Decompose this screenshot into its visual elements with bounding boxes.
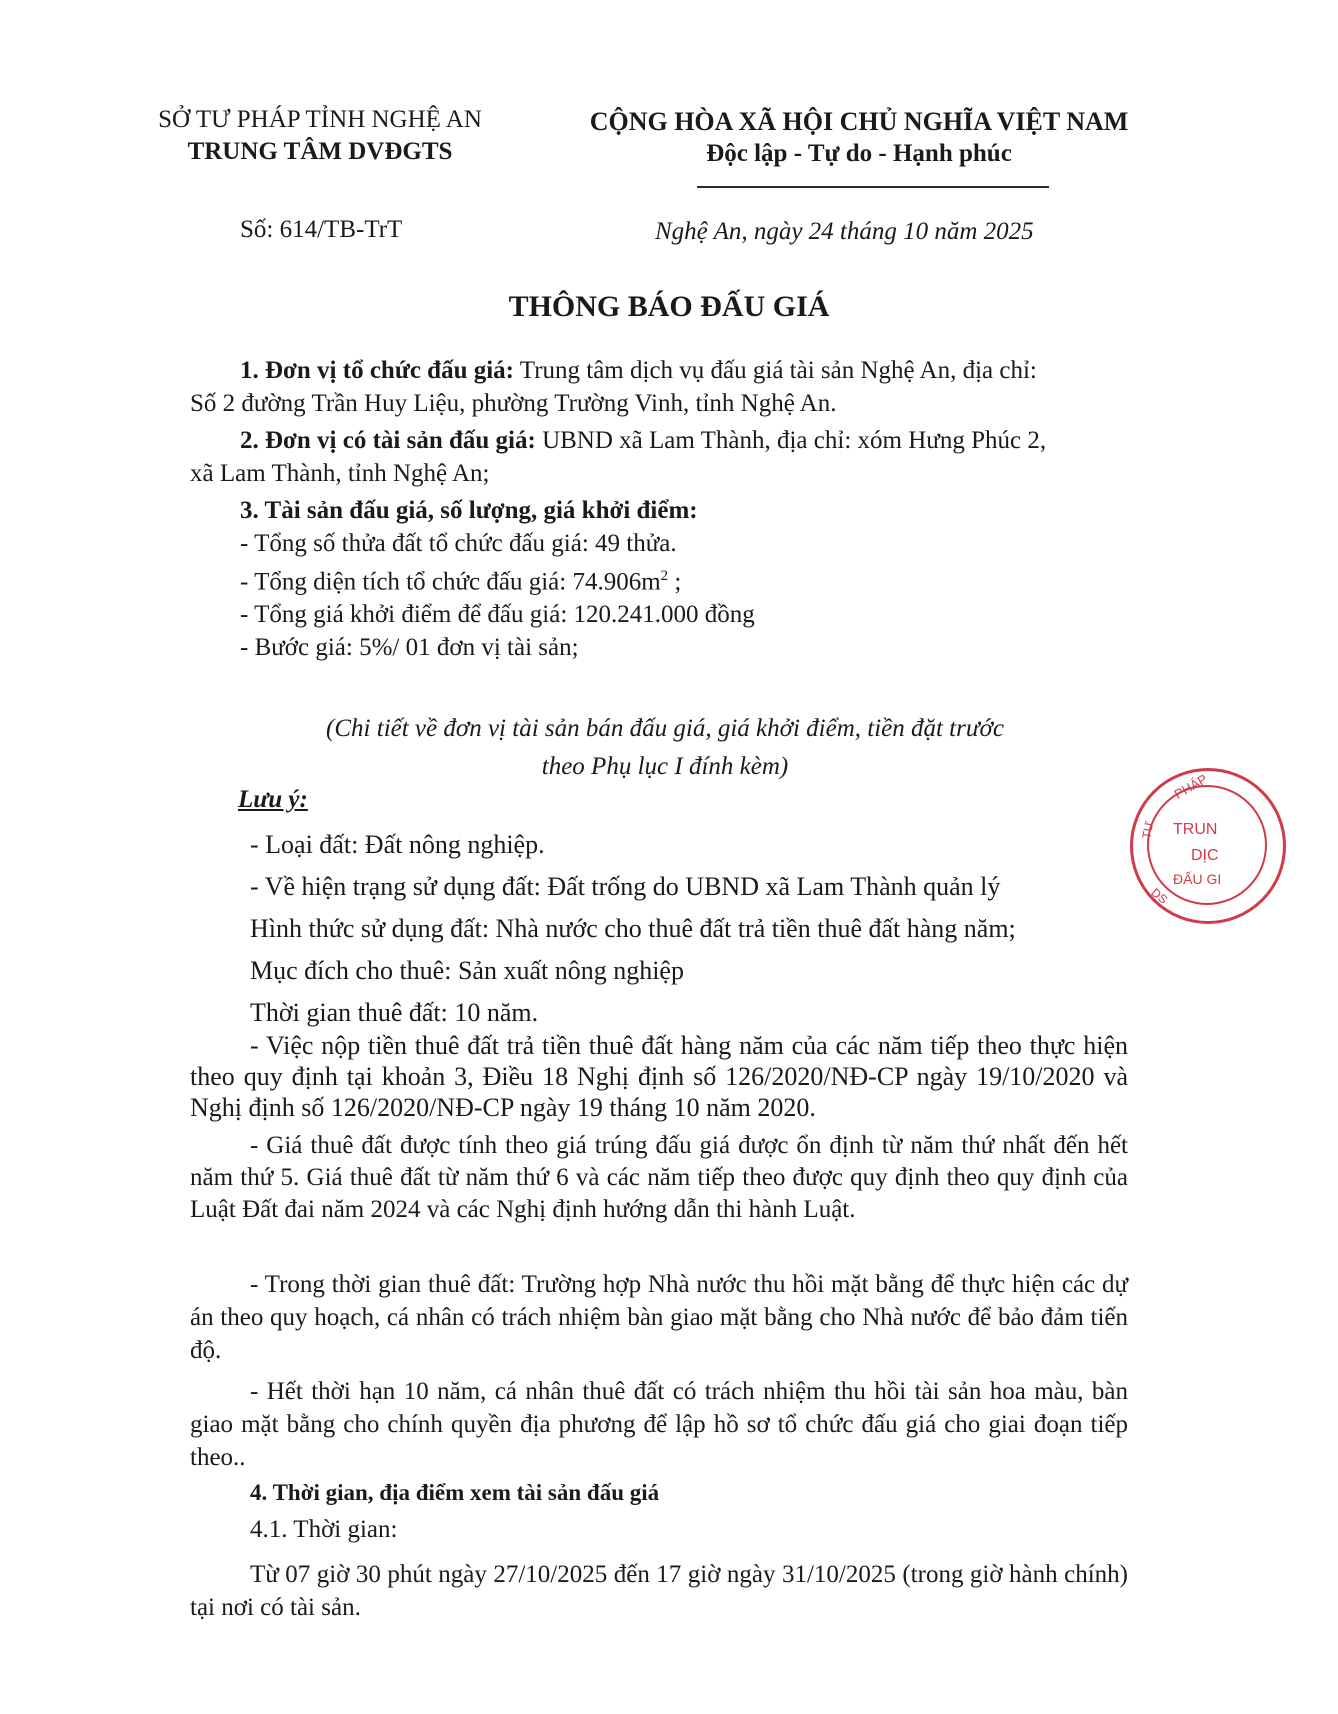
- agency-unit: TRUNG TÂM DVĐGTS: [187, 138, 453, 165]
- agency-name: [110, 104, 530, 168]
- stamp-text: TRUN: [1173, 821, 1218, 838]
- list-item: - Về hiện trạng sử dụng đất: Đất trống do UBND xã Lam Thành quản lý: [250, 872, 1001, 901]
- note-heading: Lưu ý:: [238, 786, 308, 813]
- section-2: 2. Đơn vị có tài sản đấu giá: UBND xã Lam Thành, địa chỉ: xóm Hưng Phúc 2, xã Lam Thành, tỉnh Nghệ An;: [190, 427, 1047, 487]
- note-paragraph-3: - Trong thời gian thuê đất: Trường hợp Nhà nước thu hồi mặt bằng để thực hiện các dự án theo quy hoạch, cá nhân có trách nhiệm bàn giao mặt bằng cho Nhà nước để bảo đảm tiến độ.: [190, 1271, 1128, 1364]
- section-2-label: 2. Đơn vị có tài sản đấu giá:: [240, 427, 536, 454]
- list-item: - Loại đất: Đất nông nghiệp.: [250, 830, 545, 859]
- note-list: [250, 824, 1150, 1034]
- stamp-text: DỊC: [1191, 847, 1219, 864]
- stamp-text: DS: [1148, 885, 1171, 907]
- section-1-label: 1. Đơn vị tổ chức đấu giá:: [240, 357, 514, 384]
- list-item: - Tổng số thửa đất tổ chức đấu giá: 49 thửa.: [240, 530, 677, 557]
- list-item: - Tổng giá khởi điểm để đấu giá: 120.241.000 đồng: [240, 601, 755, 629]
- note-paragraph-1: - Việc nộp tiền thuê đất trả tiền thuê đất hàng năm của các năm tiếp theo thực hiện theo quy định tại khoản 3, Điều 18 Nghị định số 126/2020/NĐ-CP ngày 19/10/2020 và Nghị định số 126/2020/NĐ-CP ngày 19 tháng 10 năm 2020.: [190, 1031, 1128, 1122]
- national-motto: [548, 106, 1170, 170]
- note-paragraph-2: - Giá thuê đất được tính theo giá trúng đấu giá được ổn định từ năm thứ nhất đến hết năm thứ 5. Giá thuê đất từ năm thứ 6 và các năm tiếp theo được quy định theo quy định của Luật Đất đai năm 2024 và các Nghị định hướng dẫn thi hành Luật.: [190, 1132, 1128, 1223]
- list-item: - Bước giá: 5%/ 01 đơn vị tài sản;: [240, 634, 579, 662]
- section-4-1-text: Từ 07 giờ 30 phút ngày 27/10/2025 đến 17 giờ ngày 31/10/2025 (trong giờ hành chính) tại nơi có tài sản.: [190, 1561, 1128, 1621]
- section-3-label: 3. Tài sản đấu giá, số lượng, giá khởi điểm:: [240, 497, 698, 524]
- section-4-1-heading: 4.1. Thời gian:: [250, 1516, 398, 1543]
- list-item: Mục đích cho thuê: Sản xuất nông nghiệp: [250, 956, 684, 985]
- list-item: Thời gian thuê đất: 10 năm.: [250, 998, 539, 1027]
- stamp-text: ĐẤU GI: [1173, 871, 1222, 887]
- stamp-text: PHÁP: [1171, 771, 1210, 802]
- red-seal-stamp: [1130, 768, 1286, 924]
- agency-parent: SỞ TƯ PHÁP TỈNH NGHỆ AN: [158, 106, 482, 133]
- note-paragraph-4: - Hết thời hạn 10 năm, cá nhân thuê đất có trách nhiệm thu hồi tài sản hoa màu, bàn giao mặt bằng cho chính quyền địa phương để lập hồ sơ tổ chức đấu giá cho giai đoạn tiếp theo..: [190, 1378, 1128, 1471]
- list-item: Hình thức sử dụng đất: Nhà nước cho thuê đất trả tiền thuê đất hàng năm;: [250, 914, 1016, 943]
- motto-underline: [697, 186, 1049, 188]
- document-number: Số: 614/TB-TrT: [240, 216, 403, 243]
- section-1: 1. Đơn vị tổ chức đấu giá: Trung tâm dịch vụ đấu giá tài sản Nghệ An, địa chỉ: Số 2 đường Trần Huy Liệu, phường Trường Vinh, tỉnh Nghệ An.: [190, 357, 1037, 417]
- stamp-inner-ring: [1147, 785, 1267, 905]
- page-title: THÔNG BÁO ĐẤU GIÁ: [508, 290, 830, 323]
- document-date: Nghệ An, ngày 24 tháng 10 năm 2025: [655, 218, 1034, 245]
- list-item: - Tổng diện tích tổ chức đấu giá: $74.906m^2$ ;: [240, 568, 682, 596]
- appendix-note: (Chi tiết về đơn vị tài sản bán đấu giá, giá khởi điểm, tiền đặt trước theo Phụ lục I đính kèm): [326, 715, 1004, 780]
- stamp-text: TƯ: [1139, 820, 1157, 840]
- section-3: [240, 494, 1140, 664]
- country-name: CỘNG HÒA XÃ HỘI CHỦ NGHĨA VIỆT NAM: [589, 107, 1129, 136]
- motto: Độc lập - Tự do - Hạnh phúc: [706, 140, 1012, 167]
- section-4-heading: 4. Thời gian, địa điểm xem tài sản đấu giá: [250, 1480, 660, 1505]
